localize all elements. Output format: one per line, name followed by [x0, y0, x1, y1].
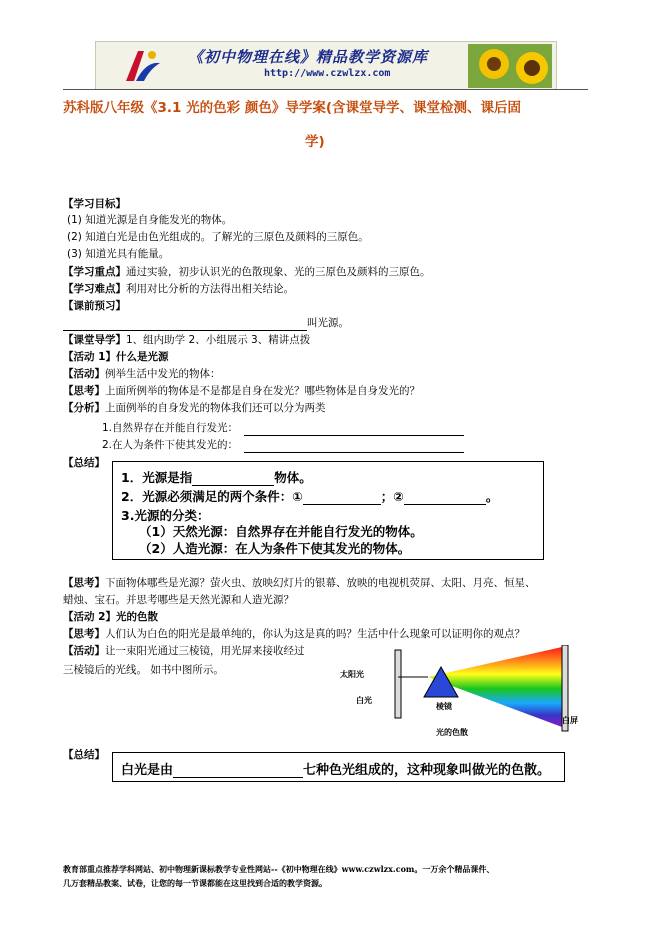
sunflower-image — [468, 44, 552, 88]
act-label: 【活动】 — [63, 645, 105, 657]
answer-blank[interactable] — [173, 763, 303, 778]
answer-blank[interactable] — [244, 440, 464, 453]
key-point-text: 通过实验，初步认识光的色散现象、光的三原色及颜料的三原色。 — [126, 266, 431, 278]
summary-box-2 — [112, 752, 565, 782]
activity1-act — [63, 366, 221, 382]
preview-fill — [63, 315, 349, 331]
label-sunlight: 太阳光 — [340, 669, 364, 679]
think2 — [63, 575, 536, 591]
footer-line: 教育部重点推荐学科网站、初中物理新课标教学专业性网站--《初中物理在线》www.czwlzx.com。一万余个精品课件、 — [63, 864, 495, 874]
goal-item: (3) 知道光具有能量。 — [67, 248, 170, 260]
guide-text: 1、组内助学 2、小组展示 3、精讲点拨 — [126, 334, 311, 346]
summary-text: 物体。 — [274, 470, 312, 485]
difficulty-label: 【学习难点】 — [63, 283, 126, 295]
goals-label: 【学习目标】 — [63, 198, 126, 210]
activity2-act-continued: 三棱镜后的光线。 如书中图所示。 — [63, 664, 224, 676]
header-divider — [63, 89, 588, 90]
label-prism: 棱镜 — [436, 701, 452, 711]
dispersion-diagram — [340, 645, 600, 745]
site-logo — [122, 47, 162, 85]
activity1-heading — [63, 349, 168, 365]
preview-suffix: 叫光源。 — [307, 317, 349, 329]
summary-line — [121, 468, 312, 486]
answer-blank[interactable] — [244, 423, 464, 436]
activity1-analyze — [63, 400, 326, 416]
category-natural — [102, 420, 464, 436]
goal-item: (1) 知道光源是自身能发光的物体。 — [67, 214, 233, 226]
guide — [63, 332, 310, 348]
summary-text: ；② — [380, 489, 404, 504]
think2-label: 【思考】 — [63, 577, 105, 589]
think-label: 【思考】 — [63, 385, 105, 397]
summary-text: 2．光源必须满足的两个条件：① — [121, 489, 303, 504]
summary-line: （2）人造光源：在人为条件下使其发光的物体。 — [139, 541, 411, 556]
category-artificial-label: 2.在人为条件下使其发光的： — [102, 439, 239, 451]
label-dispersion: 光的色散 — [436, 727, 468, 737]
page-title: 苏科版八年级《3.1 光的色彩 颜色》导学案(含课堂导学、课堂检测、课后固 — [63, 100, 521, 116]
summary-text: 1．光源是指 — [121, 470, 193, 485]
answer-blank[interactable] — [303, 490, 381, 505]
answer-blank[interactable] — [63, 318, 307, 331]
dispersion-drawing — [340, 645, 600, 745]
key-point-label: 【学习重点】 — [63, 266, 126, 278]
preview-label: 【课前预习】 — [63, 300, 126, 312]
summary-line — [121, 759, 550, 778]
goal-item: (2) 知道白光是由色光组成的。了解光的三原色及颜料的三原色。 — [67, 231, 369, 243]
summary-text: 白光是由 — [121, 763, 174, 778]
act-text: 例举生活中发光的物体： — [105, 368, 221, 380]
page-title-continued: 学) — [305, 134, 325, 150]
banner-url[interactable]: http://www.czwlzx.com — [264, 68, 391, 79]
summary-text: 七种色光组成的，这种现象叫做光的色散。 — [303, 763, 551, 778]
guide-label: 【课堂导学】 — [63, 334, 126, 346]
activity1-think — [63, 383, 420, 399]
header-banner — [95, 41, 557, 90]
think2-text: 下面物体哪些是光源？萤火虫、放映幻灯片的银幕、放映的电视机荧屏、太阳、月亮、恒星、 — [105, 577, 536, 589]
activity2-label: 【活动 2】 — [63, 611, 116, 623]
activity1-title: 什么是光源 — [115, 351, 169, 363]
banner-title: 《初中物理在线》精品教学资源库 — [188, 48, 429, 66]
summary2-label: 【总结】 — [63, 749, 105, 761]
difficulty — [63, 281, 294, 297]
summary1-label: 【总结】 — [63, 457, 105, 469]
activity2-act — [63, 643, 305, 659]
activity2-title: 光的色散 — [115, 611, 158, 623]
category-natural-label: 1.自然界存在并能自行发光： — [102, 422, 239, 434]
answer-blank[interactable] — [404, 490, 486, 505]
summary-line: 3.光源的分类： — [121, 508, 210, 523]
category-artificial — [102, 437, 464, 453]
act-label: 【活动】 — [63, 368, 105, 380]
difficulty-text: 利用对比分析的方法得出相关结论。 — [126, 283, 294, 295]
activity2-think — [63, 626, 525, 642]
think-label: 【思考】 — [63, 628, 105, 640]
label-white-light: 白光 — [356, 695, 372, 705]
footer-line: 几万套精品教案、试卷，让您的每一节课都能在这里找到合适的教学资源。 — [63, 878, 327, 888]
act-text: 让一束阳光通过三棱镜，用光屏来接收经过 — [105, 645, 305, 657]
answer-blank[interactable] — [192, 471, 274, 486]
key-point — [63, 264, 431, 280]
think-text: 上面所例举的物体是不是都是自身在发光？哪些物体是自身发光的？ — [105, 385, 420, 397]
activity1-label: 【活动 1】 — [63, 351, 116, 363]
think-text: 人们认为白色的阳光是最单纯的，你认为这是真的吗？生活中什么现象可以证明你的观点？ — [105, 628, 525, 640]
analyze-label: 【分析】 — [63, 402, 105, 414]
summary-line — [121, 487, 498, 505]
think2-continued: 蜡烛、宝石。并思考哪些是天然光源和人造光源？ — [63, 594, 294, 606]
activity2-heading — [63, 609, 158, 625]
summary-box — [112, 461, 544, 560]
summary-text: 。 — [485, 489, 499, 504]
label-screen: 白屏 — [562, 715, 578, 725]
analyze-text: 上面例举的自身发光的物体我们还可以分为两类 — [105, 402, 326, 414]
summary-line: （1）天然光源：自然界存在并能自行发光的物体。 — [139, 524, 423, 539]
